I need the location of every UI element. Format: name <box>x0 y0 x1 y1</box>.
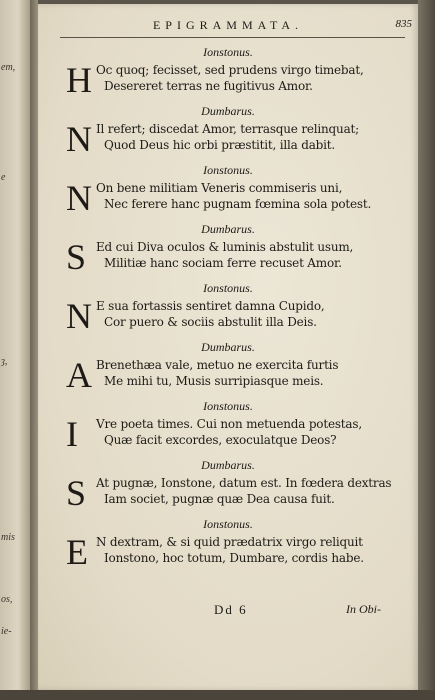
drop-capital: S <box>66 473 87 513</box>
verse-line: At pugnæ, Ionstone, datum est. In fœdera dextras <box>96 476 392 490</box>
verse-line: Quod Deus hic orbi præstitit, illa dabit. <box>104 138 336 152</box>
verse-line: Iam societ, pugnæ quæ Dea causa fuit. <box>104 492 335 506</box>
speaker-name: Ionstonus. <box>203 399 253 413</box>
speaker-name: Dumbarus. <box>201 340 255 354</box>
verse-line: Ionstono, hoc totum, Dumbare, cordis habe. <box>104 551 364 565</box>
verse-line: E sua fortassis sentiret damna Cupido, <box>96 299 325 313</box>
verse-line: N dextram, & si quid prædatrix virgo reliquit <box>96 535 363 549</box>
drop-capital: E <box>66 532 88 572</box>
speaker-name: Dumbarus. <box>201 104 255 118</box>
verse-line: Oc quoq; fecisset, sed prudens virgo timebat, <box>96 63 364 77</box>
drop-capital: N <box>66 119 92 159</box>
epigram-entry <box>38 398 418 454</box>
margin-fragment: ȝ, <box>1 356 8 367</box>
epigram-entry <box>38 162 418 218</box>
epigram-entry <box>38 516 418 572</box>
background-surface <box>0 690 435 700</box>
facing-page-edge <box>0 0 30 700</box>
running-title: EPIGRAMMATA. <box>152 18 304 32</box>
epigram-entry <box>38 339 418 395</box>
signature-mark: Dd 6 <box>214 602 248 617</box>
drop-capital: A <box>66 355 92 395</box>
margin-fragment: ie- <box>1 626 12 637</box>
drop-capital: S <box>66 237 87 277</box>
speaker-name: Dumbarus. <box>201 222 255 236</box>
verse-line: Nec ferere hanc pugnam fœmina sola potest. <box>104 197 372 211</box>
margin-fragment: mis <box>1 532 15 543</box>
speaker-name: Dumbarus. <box>201 458 255 472</box>
book-edge <box>418 0 435 700</box>
verse-line: On bene militiam Veneris commiseris uni, <box>96 181 343 195</box>
verse-line: Militiæ hanc sociam ferre recuset Amor. <box>104 256 342 270</box>
drop-capital: I <box>66 414 78 454</box>
verse-line: Desereret terras ne fugitivus Amor. <box>104 79 313 93</box>
margin-fragment: em, <box>1 62 16 73</box>
catchword: In Obi- <box>346 602 381 616</box>
verse-line: Cor puero & sociis abstulit illa Deis. <box>104 315 317 329</box>
epigram-entry <box>38 280 418 336</box>
margin-fragment: os, <box>1 594 13 605</box>
speaker-name: Ionstonus. <box>203 45 253 59</box>
verse-line: Me mihi tu, Musis surripiasque meis. <box>104 374 324 388</box>
speaker-name: Ionstonus. <box>203 163 253 177</box>
verse-line: Ed cui Diva oculos & luminis abstulit usum, <box>96 240 354 254</box>
verse-line: Il refert; discedat Amor, terrasque relinquat; <box>96 122 359 136</box>
speaker-name: Ionstonus. <box>203 517 253 531</box>
verse-line: Brenethæa vale, metuo ne exercita furtis <box>96 358 339 372</box>
drop-capital: N <box>66 178 92 218</box>
epigram-entry <box>38 221 418 277</box>
header-rule <box>60 37 405 38</box>
speaker-name: Ionstonus. <box>203 281 253 295</box>
book-gutter <box>30 0 38 700</box>
margin-fragment: e <box>1 172 6 183</box>
drop-capital: N <box>66 296 92 336</box>
epigram-entry <box>38 457 418 513</box>
epigram-entry <box>38 44 418 100</box>
drop-capital: H <box>66 60 92 100</box>
page-number: 835 <box>395 18 412 30</box>
verse-line: Quæ facit excordes, exoculatque Deos? <box>104 433 337 447</box>
verse-line: Vre poeta times. Cui non metuenda potestas, <box>96 417 362 431</box>
epigram-entry <box>38 103 418 159</box>
book-page <box>38 4 418 690</box>
